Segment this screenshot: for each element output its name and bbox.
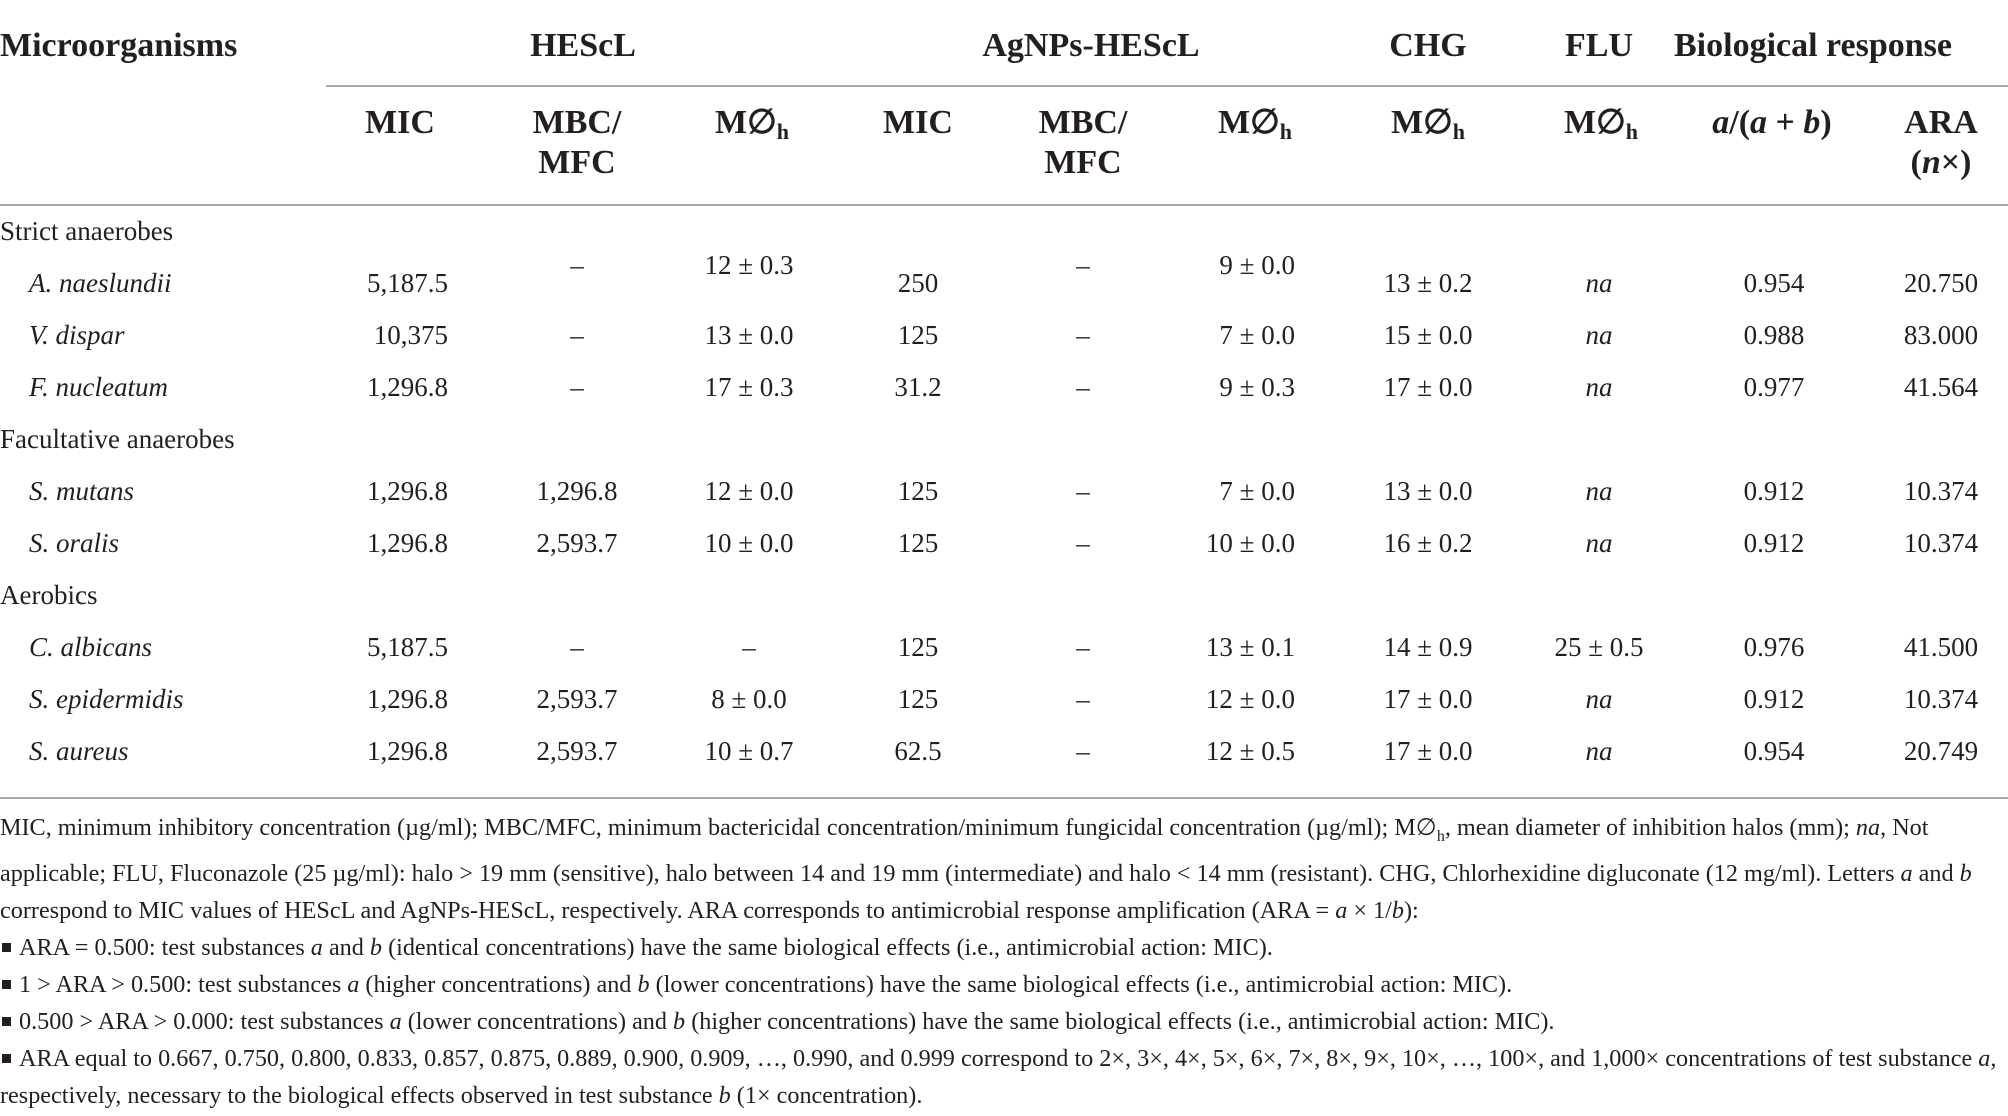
- cell-hescl-mbc: 1,296.8: [536, 476, 618, 506]
- cell-ab: 0.988: [1743, 320, 1805, 350]
- footnote-definitions: MIC, minimum inhibitory concentration (µg/ml); MBC/MFC, minimum bactericidal concentration/minimum fungicidal concentration (µg/ml); $M\emptyset_h$, mean diameter of inhibition halos (mm); na, Not applicable; FLU, Fluconazole (25 µg/ml): halo > 19 mm (sensitive), halo between 14 and 19 mm (intermediate) and halo < 14 mm (resistant). CHG, Chlorhexidine digluconate (12 mg/ml). Letters a and b correspond to MIC values of HEScL and AgNPs-HEScL, respectively. ARA corresponds to antimicrobial response amplification (ARA = a × 1/b):: [0, 814, 1972, 924]
- cell-hescl-mic: 1,296.8: [367, 372, 448, 402]
- cell-hescl-mbc: 2,593.7: [536, 736, 618, 766]
- cell-hescl-mic: 1,296.8: [367, 684, 448, 714]
- cell-chg: 15 ± 0.0: [1383, 320, 1473, 350]
- header-agnps-hescl: AgNPs-HEScL: [982, 27, 1200, 64]
- footnote-bullet-4: ARA equal to 0.667, 0.750, 0.800, 0.833, 0.857, 0.875, 0.889, 0.900, 0.909, …, 0.990, and 0.999 correspond to 2×, 3×, 4×, 5×, 6×, 7×, 8×, 9×, 10×, …, 100×, and 1,000× concentrations of test substance a, respectively, necessary to the biological effects observed in test substance b (1× concentration).: [0, 1044, 1997, 1109]
- cell-flu: na: [1585, 268, 1613, 298]
- cell-hescl-mbc: 2,593.7: [536, 684, 618, 714]
- header-chg: CHG: [1389, 27, 1467, 64]
- cell-chg: 13 ± 0.2: [1383, 268, 1473, 298]
- cell-ag-mbc: –: [1076, 372, 1090, 402]
- cell-ag-mbc: –: [1076, 736, 1090, 766]
- cell-ag-mic: 250: [897, 268, 939, 298]
- cell-ag-mdh: 10 ± 0.0: [1205, 528, 1295, 558]
- organism-name: V. dispar: [29, 320, 125, 350]
- cell-ara: 10.374: [1903, 684, 1979, 714]
- cell-hescl-mbc: –: [570, 250, 584, 280]
- cell-flu: na: [1585, 528, 1613, 558]
- subheader-ara: ARA (n×): [1904, 104, 1978, 181]
- cell-ab: 0.912: [1743, 528, 1805, 558]
- subheader-hescl-mbc: MBC/ MFC: [532, 104, 622, 181]
- cell-hescl-mdh: 13 ± 0.0: [704, 320, 794, 350]
- cell-flu: na: [1585, 320, 1613, 350]
- cell-ara: 10.374: [1903, 528, 1979, 558]
- subheader-flu-mdh: $M\emptyset_h$: [1564, 104, 1638, 144]
- cell-ara: 41.564: [1903, 372, 1979, 402]
- table-bottom-rule: [0, 797, 2008, 799]
- cell-hescl-mdh: 12 ± 0.3: [704, 250, 794, 280]
- header-biological-response: Biological response: [1674, 27, 1952, 64]
- group-label: Aerobics: [0, 580, 98, 610]
- organism-name: S. mutans: [29, 476, 135, 506]
- subheader-ag-mdh: $M\emptyset_h$: [1218, 104, 1292, 144]
- cell-ara: 10.374: [1903, 476, 1979, 506]
- subheader-hescl-mic: MIC: [365, 104, 435, 141]
- bullet-icon: [2, 1017, 11, 1026]
- cell-chg: 17 ± 0.0: [1383, 736, 1473, 766]
- cell-chg: 17 ± 0.0: [1383, 372, 1473, 402]
- cell-ab: 0.977: [1743, 372, 1805, 402]
- bullet-icon: [2, 1054, 11, 1063]
- organism-name: C. albicans: [29, 632, 153, 662]
- footnote-bullet-2: 1 > ARA > 0.500: test substances a (higher concentrations) and b (lower concentrations) have the same biological effects (i.e., antimicrobial action: MIC).: [0, 966, 2000, 1003]
- cell-hescl-mbc: –: [570, 320, 584, 350]
- cell-ag-mic: 62.5: [894, 736, 942, 766]
- organism-name: S. epidermidis: [29, 684, 184, 714]
- cell-chg: 16 ± 0.2: [1383, 528, 1473, 558]
- cell-hescl-mdh: 8 ± 0.0: [711, 684, 787, 714]
- cell-chg: 14 ± 0.9: [1383, 632, 1473, 662]
- subheader-ag-mic: MIC: [883, 104, 953, 141]
- header-flu: FLU: [1565, 27, 1633, 64]
- cell-hescl-mic: 1,296.8: [367, 476, 448, 506]
- cell-ag-mdh: 7 ± 0.0: [1219, 320, 1295, 350]
- group-label: Strict anaerobes: [0, 216, 174, 246]
- cell-ag-mdh: 13 ± 0.1: [1205, 632, 1295, 662]
- cell-flu: na: [1585, 372, 1613, 402]
- cell-ab: 0.954: [1743, 268, 1805, 298]
- cell-hescl-mic: 5,187.5: [367, 632, 448, 662]
- cell-ag-mic: 125: [897, 632, 939, 662]
- cell-ag-mic: 125: [897, 684, 939, 714]
- cell-ab: 0.912: [1743, 684, 1805, 714]
- cell-ag-mic: 31.2: [894, 372, 942, 402]
- subheader-chg-mdh: $M\emptyset_h$: [1391, 104, 1465, 144]
- cell-flu: na: [1585, 684, 1613, 714]
- bullet-icon: [2, 943, 11, 952]
- hescl-group-rule: [326, 85, 839, 87]
- group-label: Facultative anaerobes: [0, 424, 235, 454]
- cell-ab: 0.912: [1743, 476, 1805, 506]
- cell-hescl-mbc: –: [570, 372, 584, 402]
- cell-ag-mbc: –: [1076, 684, 1090, 714]
- cell-ag-mic: 125: [897, 528, 939, 558]
- cell-ag-mbc: –: [1076, 250, 1090, 280]
- cell-ara: 41.500: [1903, 632, 1979, 662]
- cell-chg: 17 ± 0.0: [1383, 684, 1473, 714]
- footnote-bullet-3: 0.500 > ARA > 0.000: test substances a (lower concentrations) and b (higher concentrations) have the same biological effects (i.e., antimicrobial action: MIC).: [0, 1003, 2000, 1040]
- cell-ara: 20.750: [1903, 268, 1979, 298]
- header-microorganisms: Microorganisms: [0, 27, 238, 64]
- cell-hescl-mbc: 2,593.7: [536, 528, 618, 558]
- footnote-bullet-1: ARA = 0.500: test substances a and b (identical concentrations) have the same biological effects (i.e., antimicrobial action: MIC).: [0, 929, 2000, 966]
- subheader-hescl-mdh: $M\emptyset_h$: [715, 104, 789, 144]
- subheader-ag-mbc: MBC/ MFC: [1038, 104, 1128, 181]
- cell-ara: 20.749: [1903, 736, 1979, 766]
- cell-hescl-mic: 1,296.8: [367, 528, 448, 558]
- cell-ag-mbc: –: [1076, 476, 1090, 506]
- cell-hescl-mic: 5,187.5: [367, 268, 448, 298]
- bullet-icon: [2, 980, 11, 989]
- cell-ab: 0.954: [1743, 736, 1805, 766]
- cell-ag-mdh: 9 ± 0.3: [1219, 372, 1295, 402]
- cell-ag-mbc: –: [1076, 632, 1090, 662]
- cell-ag-mic: 125: [897, 320, 939, 350]
- organism-name: A. naeslundii: [29, 268, 172, 298]
- cell-ag-mdh: 12 ± 0.5: [1205, 736, 1295, 766]
- cell-ag-mbc: –: [1076, 528, 1090, 558]
- cell-flu: 25 ± 0.5: [1554, 632, 1644, 662]
- organism-name: F. nucleatum: [29, 372, 168, 402]
- subheader-ab-ratio: a/(a + b): [1712, 104, 1832, 141]
- cell-hescl-mic: 1,296.8: [367, 736, 448, 766]
- cell-ag-mdh: 12 ± 0.0: [1205, 684, 1295, 714]
- cell-hescl-mbc: –: [570, 632, 584, 662]
- cell-ag-mbc: –: [1076, 320, 1090, 350]
- cell-ag-mic: 125: [897, 476, 939, 506]
- organism-name: S. aureus: [29, 736, 129, 766]
- cell-ag-mdh: 7 ± 0.0: [1219, 476, 1295, 506]
- cell-hescl-mdh: 17 ± 0.3: [704, 372, 794, 402]
- cell-hescl-mdh: 10 ± 0.0: [704, 528, 794, 558]
- cell-hescl-mdh: 10 ± 0.7: [704, 736, 794, 766]
- cell-ab: 0.976: [1743, 632, 1805, 662]
- header-hescl: HEScL: [530, 27, 636, 64]
- cell-hescl-mdh: 12 ± 0.0: [704, 476, 794, 506]
- cell-flu: na: [1585, 476, 1613, 506]
- cell-chg: 13 ± 0.0: [1383, 476, 1473, 506]
- cell-ara: 83.000: [1903, 320, 1979, 350]
- cell-ag-mdh: 9 ± 0.0: [1219, 250, 1295, 280]
- table-footnotes: [0, 809, 2000, 1114]
- cell-hescl-mic: 10,375: [373, 320, 448, 350]
- organism-name: S. oralis: [29, 528, 120, 558]
- header-bottom-rule: [0, 204, 2008, 206]
- agnps-group-rule: [839, 85, 2008, 87]
- cell-hescl-mdh: –: [742, 632, 756, 662]
- cell-flu: na: [1585, 736, 1613, 766]
